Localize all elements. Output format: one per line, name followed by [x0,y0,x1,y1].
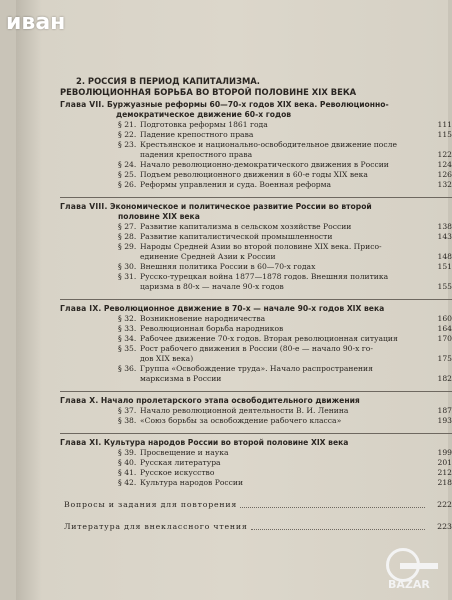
page-number: 201 [437,458,452,467]
toc-entry [118,180,452,190]
section-number: § 30. [118,262,137,271]
toc-entry [118,406,452,416]
chapter-title: Экономическое и политическое развитие России во второй [109,202,372,211]
table-of-contents [60,76,452,532]
chapter-title: Буржуазные реформы 60—70-х годов XIX века. Революционно- [106,100,389,109]
section-title: Подготовка реформы 1861 года [140,120,268,129]
page-number: 115 [437,130,452,139]
chapter-title: Культура народов России во второй половине XIX века [103,438,349,447]
part-heading-line-1: 2. РОССИЯ В ПЕРИОД КАПИТАЛИЗМА. [76,76,260,86]
toc-entry [118,242,452,252]
section-number: § 22. [118,130,137,139]
section-title: Русско-турецкая война 1877—1878 годов. Внешняя политика [140,272,389,281]
chapter-x [60,396,452,430]
section-number: § 39. [118,448,137,457]
section-number: § 41. [118,468,137,477]
page-number: 126 [437,170,452,179]
logo-text: BAZAR [388,578,430,591]
dot-leader [240,500,425,508]
section-title-cont: царизма в 80-х — начале 90-х годов [140,282,284,291]
section-number: § 21. [118,120,137,129]
section-number: § 33. [118,324,137,333]
toc-entry [118,334,452,344]
page-number: 151 [437,262,452,271]
logo-bar [400,563,438,569]
chapter-title: Начало пролетарского этапа освободительного движения [100,396,360,405]
toc-entry [118,130,452,140]
divider [60,433,452,434]
chapter-title-cont: половине XIX века [118,212,200,221]
toc-entry [118,344,452,354]
divider [60,391,452,392]
chapter-label: Глава X. [60,396,99,405]
part-heading-line-2: РЕВОЛЮЦИОННАЯ БОРЬБА ВО ВТОРОЙ ПОЛОВИНЕ XIX ВЕКА [60,87,357,97]
toc-entry [118,324,452,334]
page-number: 143 [437,232,452,241]
appendix-title: Вопросы и задания для повторения [64,500,238,509]
section-title: «Союз борьбы за освобождение рабочего класса» [140,416,342,425]
page-number: 218 [437,478,452,487]
toc-entry [118,140,452,150]
chapter-label: Глава VII. [60,100,105,109]
page-number: 148 [437,252,452,261]
section-title: Возникновение народничества [140,314,266,323]
toc-entry-cont [118,354,452,364]
toc-appendix-entry [64,522,452,532]
appendix-title: Литература для внеклассного чтения [64,522,248,531]
toc-entry [118,272,452,282]
page-number: 175 [437,354,452,363]
section-number: § 40. [118,458,137,467]
toc-entry [118,160,452,170]
section-number: § 42. [118,478,137,487]
section-title: Начало революционно-демократического движения в России [140,160,389,169]
section-title: Развитие капитализма в сельском хозяйстве России [140,222,352,231]
chapter-ix [60,304,452,388]
section-title-cont: дов XIX века) [140,354,194,363]
page-number: 111 [437,120,452,129]
section-number: § 24. [118,160,137,169]
toc-entry [118,222,452,232]
toc-entry [118,314,452,324]
toc-entry-cont [118,252,452,262]
section-title: Рост рабочего движения в России (80-е — начало 90-х го- [140,344,373,353]
section-title: Начало революционной деятельности В. И. Ленина [140,406,349,415]
toc-entry [118,232,452,242]
chapter-label: Глава VIII. [60,202,108,211]
section-title: Группа «Освобождение труда». Начало распространения [140,364,373,373]
chapter-label: Глава XI. [60,438,102,447]
toc-entry-cont [118,282,452,292]
section-title-cont: падения крепостного права [140,150,253,159]
section-title: Революционная борьба народников [140,324,284,333]
page-number: 160 [437,314,452,323]
section-title: Просвещение и наука [140,448,229,457]
chapter-vii [60,100,452,194]
page-number: 187 [437,406,452,415]
toc-entry [118,170,452,180]
section-number: § 29. [118,242,137,251]
toc-entry [118,458,452,468]
toc-entry [118,262,452,272]
chapter-xi [60,438,452,492]
toc-entry [118,448,452,458]
bazar-logo-icon [386,548,438,592]
page-number: 223 [437,522,452,531]
section-title: Реформы управления и суда. Военная реформа [140,180,332,189]
section-number: § 38. [118,416,137,425]
page-number: 164 [437,324,452,333]
section-number: § 35. [118,344,137,353]
toc-entry-cont [118,374,452,384]
section-title: Крестьянское и национально-освободительное движение после [140,140,397,149]
section-number: § 27. [118,222,137,231]
toc-appendix-entry [64,500,452,510]
section-title: Внешняя политика России в 60—70-х годах [140,262,316,271]
page-number: 222 [437,500,452,509]
section-title: Русское искусство [140,468,215,477]
section-number: § 28. [118,232,137,241]
section-number: § 23. [118,140,137,149]
section-number: § 25. [118,170,137,179]
section-title: Русская литература [140,458,221,467]
page-number: 132 [437,180,452,189]
page-number: 124 [437,160,452,169]
part-heading [60,76,452,98]
toc-entry [118,120,452,130]
section-number: § 26. [118,180,137,189]
page-number: 199 [437,448,452,457]
page-number: 170 [437,334,452,343]
toc-entry-cont [118,150,452,160]
section-title: Падение крепостного права [140,130,254,139]
watermark-logo: иван [6,10,66,35]
chapter-viii [60,202,452,296]
page-number: 138 [437,222,452,231]
section-title: Культура народов России [140,478,244,487]
section-title: Подъем революционного движения в 60-е годы XIX века [140,170,368,179]
dot-leader [251,522,425,530]
divider [60,197,452,198]
page-number: 155 [437,282,452,291]
chapter-title: Революционное движение в 70-х — начале 90-х годов XIX века [103,304,385,313]
page-number: 193 [437,416,452,425]
section-title: Рабочее движение 70-х годов. Вторая революционная ситуация [140,334,398,343]
toc-entry [118,364,452,374]
divider [60,299,452,300]
section-number: § 34. [118,334,137,343]
section-title: Развитие капиталистической промышленности [140,232,333,241]
book-page [16,0,452,600]
toc-entry [118,416,452,426]
toc-entry [118,468,452,478]
page-number: 212 [437,468,452,477]
section-number: § 36. [118,364,137,373]
chapter-title-cont: демократическое движение 60-х годов [116,110,292,119]
chapter-label: Глава IX. [60,304,102,313]
section-title: Народы Средней Азии во второй половине XIX века. Присо- [140,242,382,251]
section-number: § 37. [118,406,137,415]
section-number: § 31. [118,272,137,281]
toc-entry [118,478,452,488]
page-number: 122 [437,150,452,159]
section-number: § 32. [118,314,137,323]
page-number: 182 [437,374,452,383]
section-title-cont: марксизма в России [140,374,222,383]
section-title-cont: единение Средней Азии к России [140,252,276,261]
